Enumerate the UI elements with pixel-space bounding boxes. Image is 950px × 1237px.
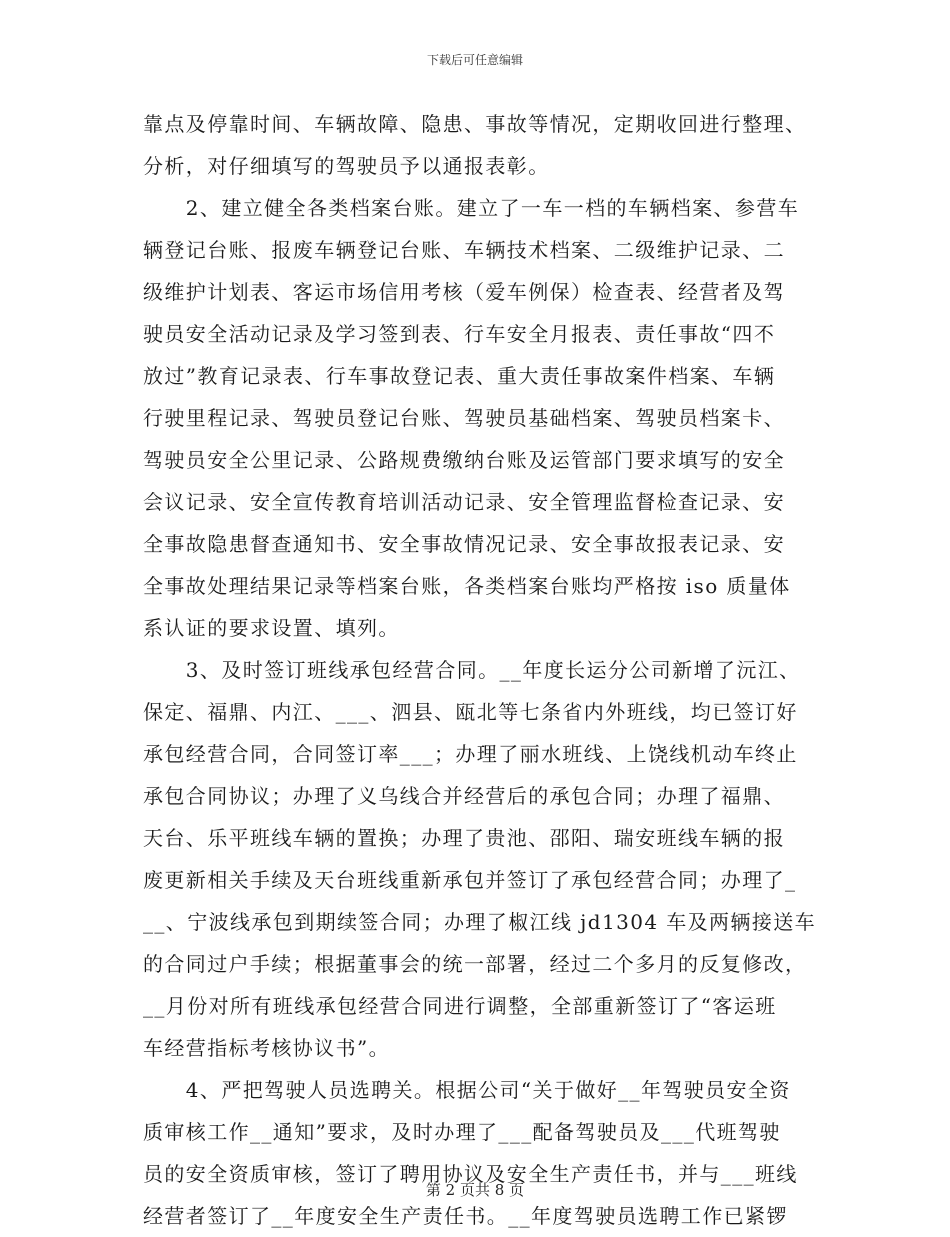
body-line: 会议记录、安全宣传教育培训活动记录、安全管理监督检查记录、安: [143, 490, 785, 514]
document-body: [143, 103, 817, 1237]
body-line: __月份对所有班线承包经营合同进行调整，全部重新签订了“客运班: [143, 994, 777, 1018]
body-line: 2、建立健全各类档案台账。建立了一车一档的车辆档案、参营车: [143, 196, 800, 220]
body-line: 放过”教育记录表、行车事故登记表、重大责任事故案件档案、车辆: [143, 364, 776, 388]
body-line: 全事故处理结果记录等档案台账，各类档案台账均严格按 iso 质量体: [143, 574, 791, 598]
body-line: 辆登记台账、报废车辆登记台账、车辆技术档案、二级维护记录、二: [143, 238, 785, 262]
body-line: 级维护计划表、客运市场信用考核（爱车例保）检查表、经营者及驾: [143, 280, 785, 304]
body-line: 行驶里程记录、驾驶员登记台账、驾驶员基础档案、驾驶员档案卡、: [143, 406, 785, 430]
body-line: 4、严把驾驶人员选聘关。根据公司“关于做好__年驾驶员安全资: [143, 1078, 791, 1102]
body-line: 系认证的要求设置、填列。: [143, 616, 400, 640]
body-line: 员的安全资质审核，签订了聘用协议及安全生产责任书，并与___班线: [143, 1162, 798, 1186]
body-line: 保定、福鼎、内江、___、泗县、瓯北等七条省内外班线，均已签订好: [143, 700, 798, 724]
page-number: 第 2 页共 8 页: [425, 1181, 525, 1199]
body-line: 分析，对仔细填写的驾驶员予以通报表彰。: [143, 154, 550, 178]
body-line: 车经营指标考核协议书”。: [143, 1036, 391, 1060]
body-line: 靠点及停靠时间、车辆故障、隐患、事故等情况，定期收回进行整理、: [143, 112, 807, 136]
body-line: 废更新相关手续及天台班线重新承包并签订了承包经营合同；办理了_: [143, 868, 797, 892]
body-line: 质审核工作__通知”要求，及时办理了___配备驾驶员及___代班驾驶: [143, 1120, 781, 1144]
body-line: 天台、乐平班线车辆的置换；办理了贵池、邵阳、瑞安班线车辆的报: [143, 826, 785, 850]
body-line: 承包经营合同，合同签订率___；办理了丽水班线、上饶线机动车终止: [143, 742, 798, 766]
body-line: 经营者签订了__年度安全生产责任书。__年度驾驶员选聘工作已紧锣: [143, 1204, 788, 1228]
body-line: __、宁波线承包到期续签合同；办理了椒江线 jd1304 车及两辆接送车: [143, 910, 817, 934]
body-line: 的合同过户手续；根据董事会的统一部署，经过二个多月的反复修改，: [143, 952, 807, 976]
body-line: 承包合同协议；办理了义乌线合并经营后的承包合同；办理了福鼎、: [143, 784, 785, 808]
page-header: 下载后可任意编辑: [426, 53, 523, 67]
body-line: 驶员安全活动记录及学习签到表、行车安全月报表、责任事故“四不: [143, 322, 776, 346]
body-line: 全事故隐患督查通知书、安全事故情况记录、安全事故报表记录、安: [143, 532, 785, 556]
body-line: 3、及时签订班线承包经营合同。__年度长运分公司新增了沅江、: [143, 658, 801, 682]
body-line: 驾驶员安全公里记录、公路规费缴纳台账及运管部门要求填写的安全: [143, 448, 785, 472]
